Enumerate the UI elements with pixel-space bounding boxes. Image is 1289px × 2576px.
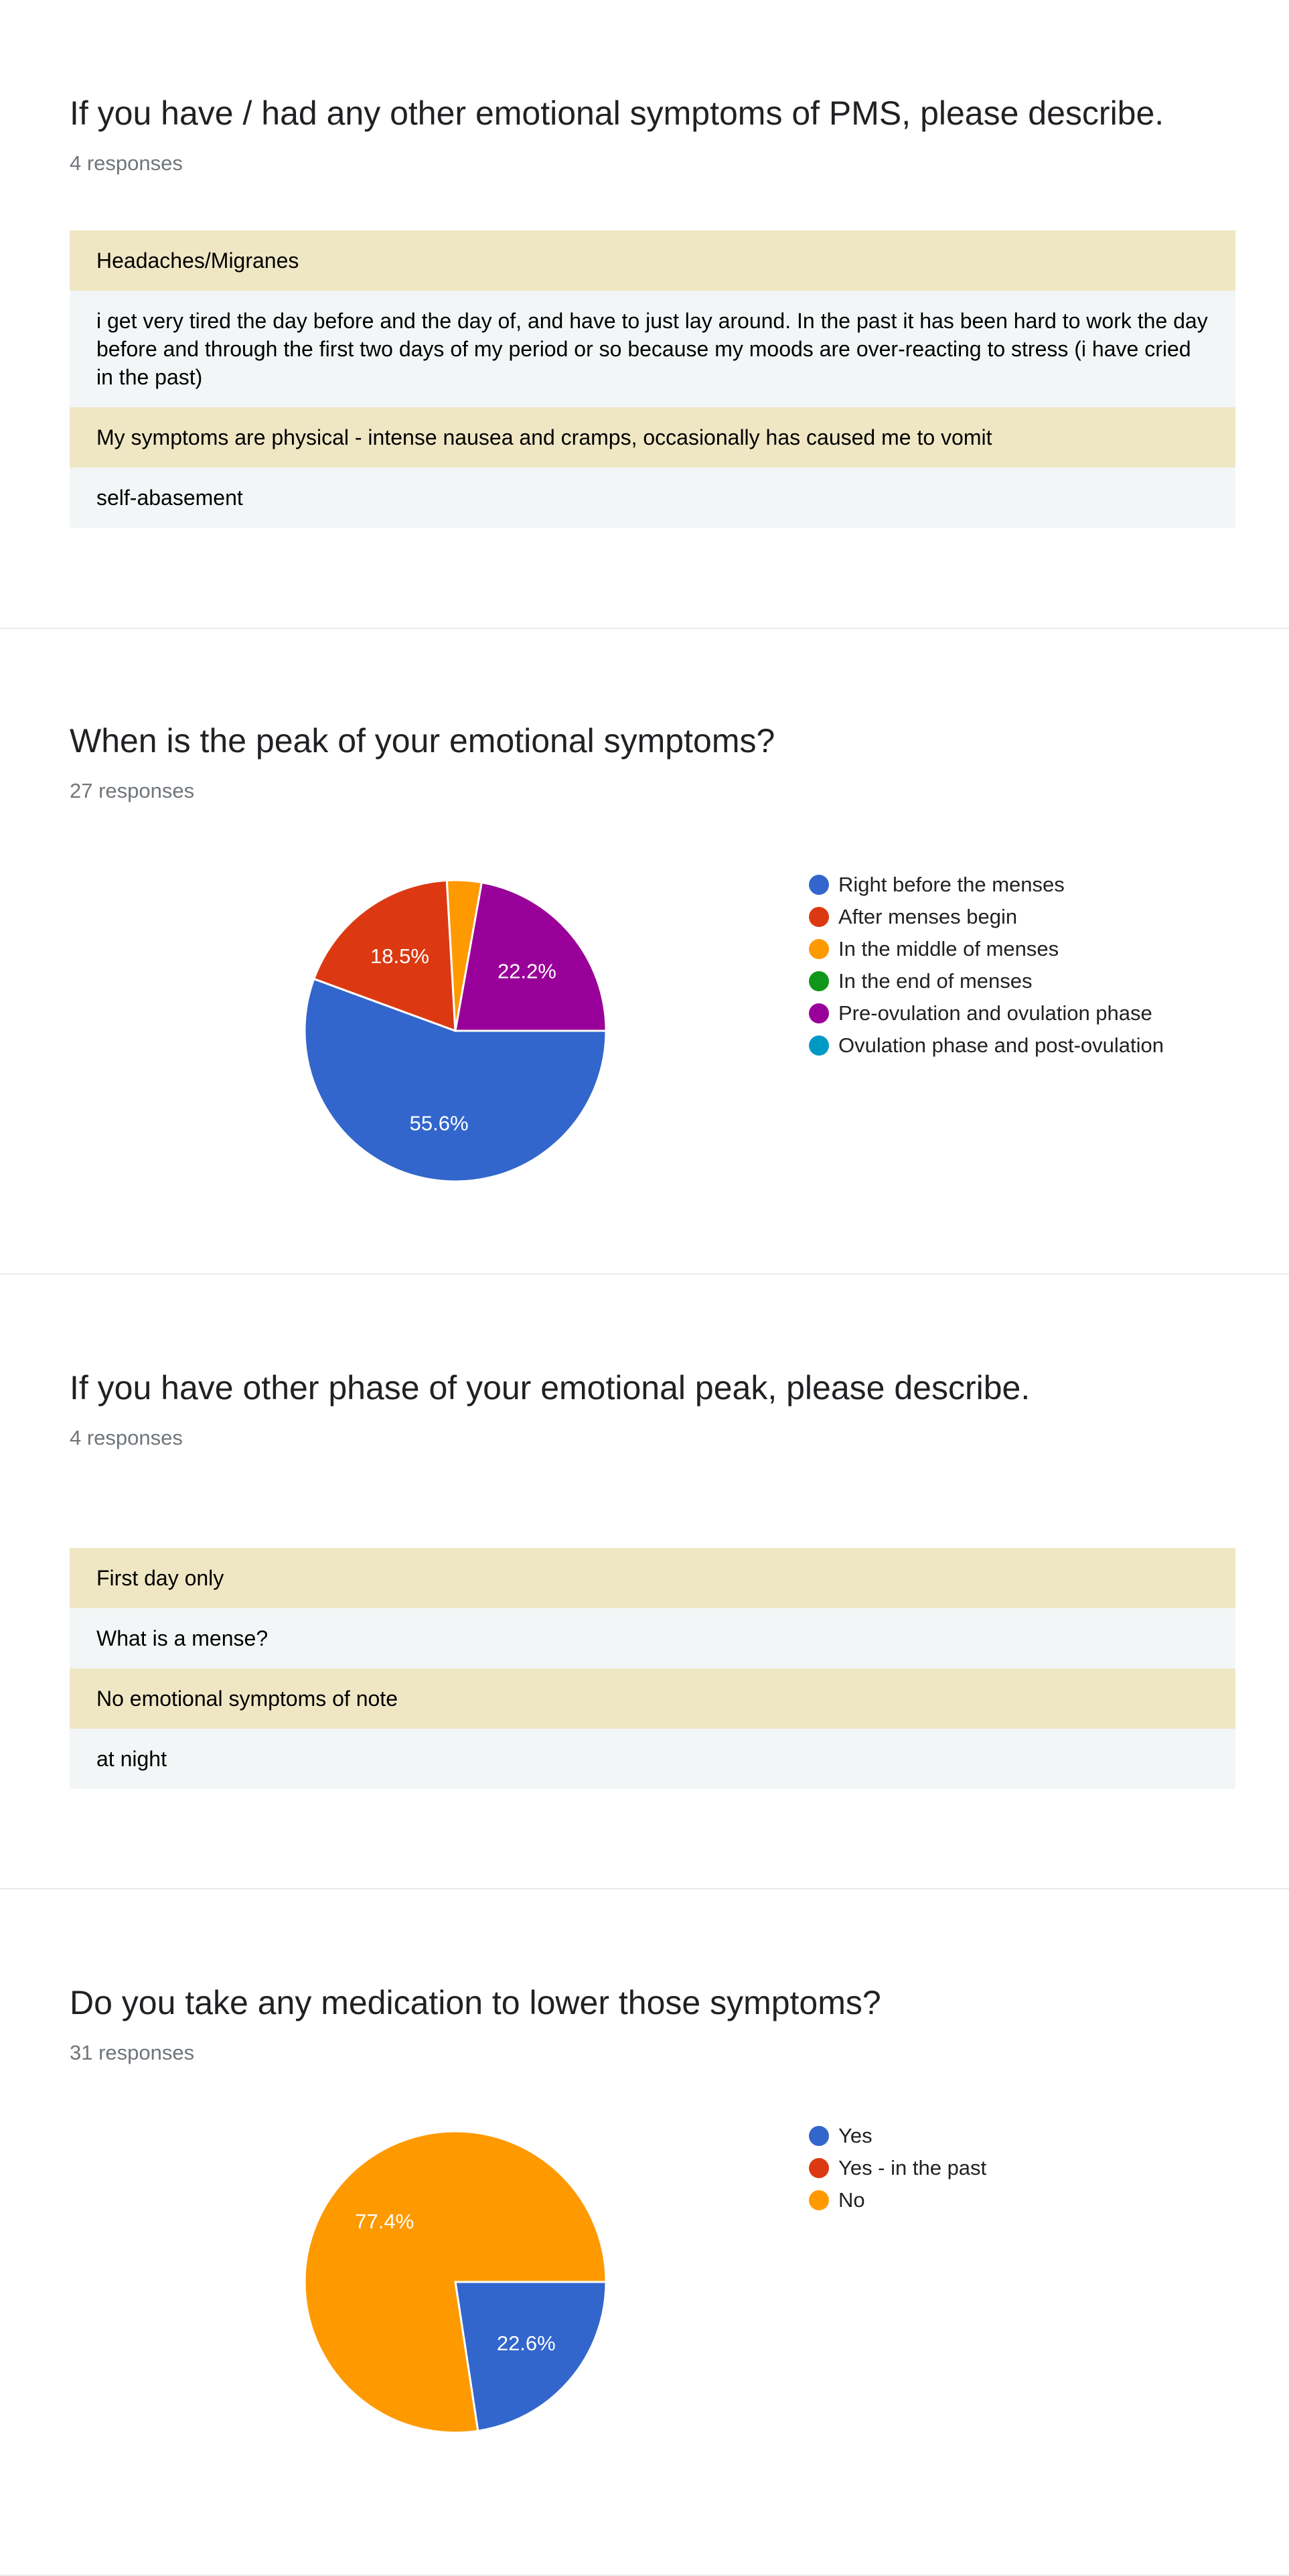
question-card-peak-symptoms: [0, 629, 1289, 1275]
legend-item: [809, 2184, 986, 2216]
legend-swatch: [809, 907, 829, 927]
response-count: 31 responses: [70, 2041, 195, 2064]
list-item: What is a mense?: [70, 1608, 1235, 1668]
question-title: When is the peak of your emotional symptoms?: [70, 722, 775, 760]
legend-item: [809, 901, 1164, 933]
slice-label: 55.6%: [409, 1111, 469, 1135]
slice-label: 18.5%: [370, 944, 429, 968]
legend-swatch: [809, 1003, 829, 1023]
list-item: self-abasement: [70, 468, 1235, 528]
chart-legend: [809, 2120, 986, 2216]
question-title: If you have / had any other emotional symptoms of PMS, please describe.: [70, 94, 1164, 132]
chart-legend: [809, 869, 1164, 1062]
response-count: 27 responses: [70, 779, 195, 802]
pie-chart-medication: [295, 2121, 616, 2443]
legend-item: [809, 933, 1164, 965]
legend-swatch: [809, 1035, 829, 1056]
question-card-other-symptoms: [0, 0, 1289, 629]
legend-label: Pre-ovulation and ovulation phase: [838, 1001, 1152, 1025]
legend-item: [809, 1029, 1164, 1062]
question-card-other-phase: [0, 1275, 1289, 1889]
legend-label: Ovulation phase and post-ovulation: [838, 1033, 1164, 1057]
question-title: If you have other phase of your emotional peak, please describe.: [70, 1369, 1031, 1407]
legend-item: [809, 2120, 986, 2152]
list-item: Headaches/Migranes: [70, 230, 1235, 291]
list-item: No emotional symptoms of note: [70, 1668, 1235, 1729]
legend-label: After menses begin: [838, 905, 1018, 928]
legend-swatch: [809, 875, 829, 895]
list-item: My symptoms are physical - intense nausea and cramps, occasionally has caused me to vomit: [70, 407, 1235, 468]
legend-label: In the end of menses: [838, 969, 1033, 993]
legend-item: [809, 2152, 986, 2184]
legend-swatch: [809, 939, 829, 959]
pie-slice-yes: [455, 2282, 606, 2431]
response-count: 4 responses: [70, 1426, 183, 1449]
list-item: i get very tired the day before and the day of, and have to just lay around. In the past it has been hard to work the day before and through the first two days of my period or so because my moods are over-reacting to stress (i have cried in the past): [70, 291, 1235, 407]
legend-label: Yes - in the past: [838, 2156, 987, 2179]
pie-slice-pre-ovulation-and-ovulation-phase: [455, 882, 606, 1031]
slice-label: 22.6%: [496, 2331, 556, 2355]
legend-item: [809, 869, 1164, 901]
legend-label: In the middle of menses: [838, 937, 1059, 960]
legend-item: [809, 965, 1164, 997]
legend-label: Yes: [838, 2124, 873, 2147]
legend-label: Right before the menses: [838, 873, 1065, 896]
slice-label: 77.4%: [355, 2210, 414, 2234]
legend-swatch: [809, 2126, 829, 2146]
response-list: [70, 230, 1235, 528]
legend-swatch: [809, 971, 829, 991]
pie-chart-peak: [295, 870, 616, 1192]
list-item: First day only: [70, 1548, 1235, 1608]
legend-item: [809, 997, 1164, 1029]
legend-label: No: [838, 2188, 865, 2212]
response-list: [70, 1548, 1235, 1789]
list-item: at night: [70, 1729, 1235, 1789]
response-count: 4 responses: [70, 151, 183, 175]
legend-swatch: [809, 2190, 829, 2210]
question-card-medication: [0, 1889, 1289, 2576]
slice-label: 22.2%: [497, 959, 556, 983]
legend-swatch: [809, 2158, 829, 2178]
question-title: Do you take any medication to lower those symptoms?: [70, 1984, 881, 2021]
